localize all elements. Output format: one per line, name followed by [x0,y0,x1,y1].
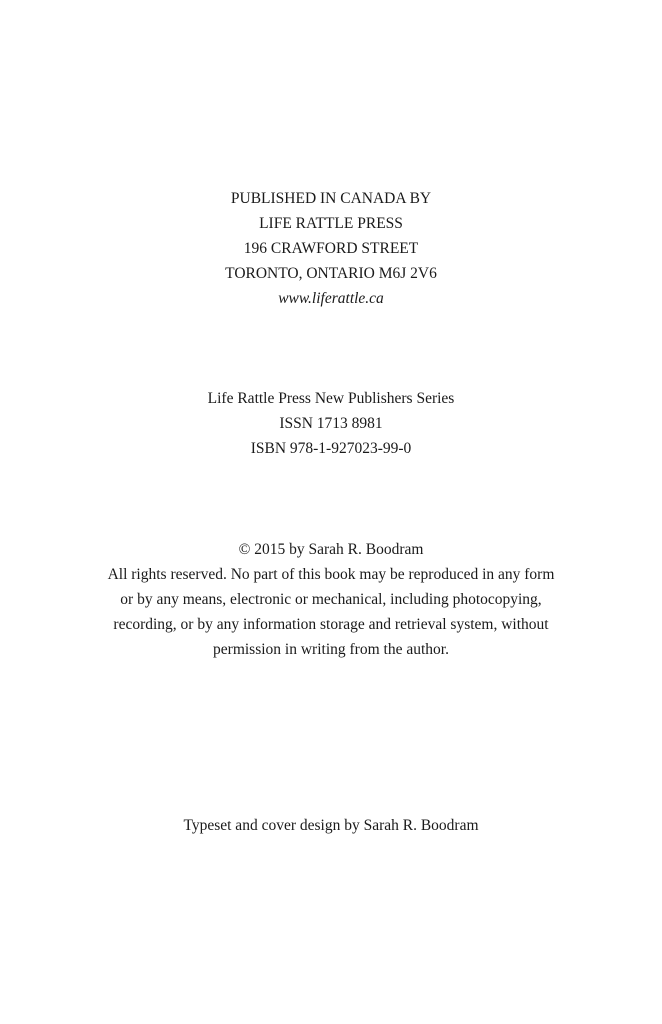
published-in-label: PUBLISHED IN CANADA BY [230,190,432,207]
design-credit: Typeset and cover design by Sarah R. Boodram [183,817,479,834]
publisher-city: TORONTO, ONTARIO M6J 2V6 [225,265,437,282]
credits-block [0,813,662,838]
rights-line: recording, or by any information storage and retrieval system, without [113,616,549,633]
rights-line: All rights reserved. No part of this book may be reproduced in any form [107,566,555,583]
publisher-name: LIFE RATTLE PRESS [259,215,403,232]
rights-line: permission in writing from the author. [213,641,449,658]
rights-line: or by any means, electronic or mechanical, including photocopying, [120,591,542,608]
issn-number: ISSN 1713 8981 [279,415,383,432]
publisher-block [0,186,662,311]
copyright-block [0,537,662,662]
copyright-notice: © 2015 by Sarah R. Boodram [238,541,424,558]
series-block [0,386,662,461]
publisher-street: 196 CRAWFORD STREET [243,240,419,257]
series-name: Life Rattle Press New Publishers Series [207,390,455,407]
publisher-website: www.liferattle.ca [278,290,384,307]
isbn-number: ISBN 978-1-927023-99-0 [250,440,412,457]
